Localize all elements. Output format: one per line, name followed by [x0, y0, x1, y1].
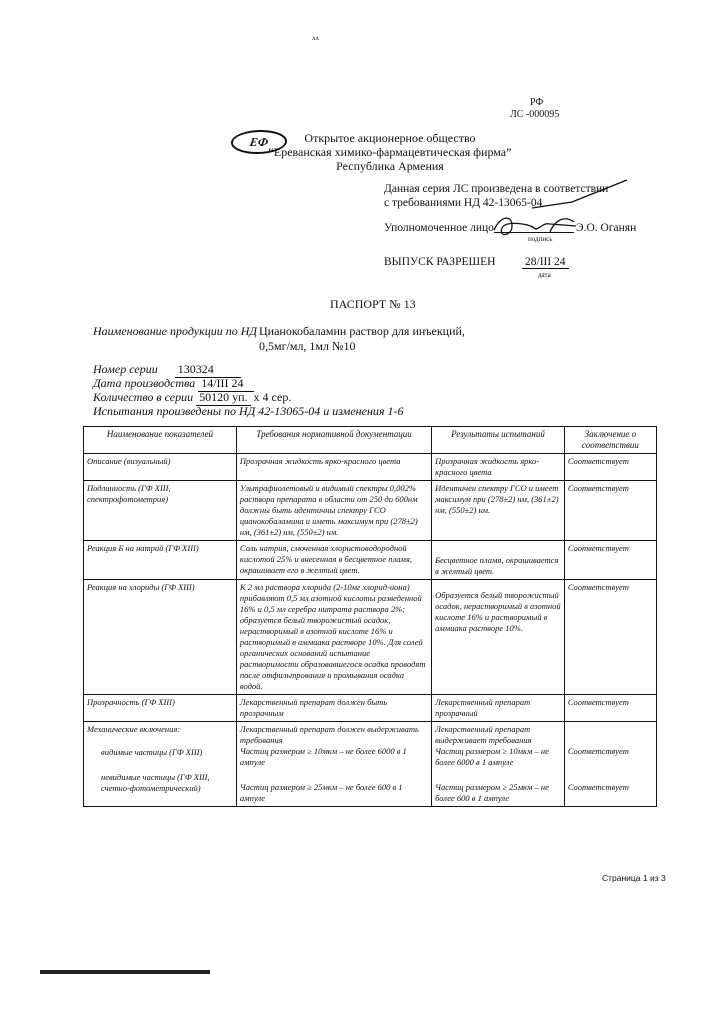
signature-caption: подпись [528, 235, 553, 243]
produced-line-1: Данная серия ЛС произведена в соответствии [384, 183, 609, 195]
row-conclusion: Соответствует [564, 580, 656, 695]
mech-requirement-cell [236, 722, 431, 807]
tests-line: Испытания произведены по НД 42-13065-04 и изменения 1-6 [93, 404, 404, 418]
mech-result: Лекарственный препарат выдерживает требования [435, 724, 532, 745]
release-label: ВЫПУСК РАЗРЕШЕН [384, 256, 496, 268]
row-name: Подлинность (ГФ XIII, спектрофотометрия) [84, 481, 237, 541]
mech-name: Механические включения: [87, 724, 181, 734]
row-name: Описание (визуальный) [84, 454, 237, 481]
series-value: 130324 [175, 362, 241, 378]
invisible-particles-name: невидимые частицы (ГФ XIII, счетно-фотометрический) [101, 772, 210, 793]
row-conclusion: Соответствует [564, 541, 656, 580]
top-mark: ᴧᴧ [312, 34, 319, 42]
passport-title: ПАСПОРТ № 13 [330, 297, 416, 311]
scan-artifact-bar [40, 970, 210, 974]
quantity-value: 50120 уп. [196, 390, 250, 406]
header-name: Наименование показателей [84, 427, 237, 454]
table-row [84, 454, 657, 481]
rf-label: РФ [530, 97, 544, 108]
visible-particles-name: видимые частицы (ГФ XIII) [101, 747, 203, 757]
production-date-label: Дата производства [93, 376, 196, 390]
date-caption: дата [538, 271, 551, 279]
row-requirement: Соль натрия, смоченная хлористоводородной кислотой 25% и внесенная в бесцветное пламя, окрашивает его в желтый цвет. [236, 541, 431, 580]
row-requirement: Ультрафиолетовый и видимый спектры 0,002% раствора препарата в области от 250 до 600нм должны быть идентичны спектру ГСО цианокобаламина и иметь максимум при (278±2) нм, (361±2) нм, (550±2) нм. [236, 481, 431, 541]
row-name: Прозрачность (ГФ XIII) [84, 695, 237, 722]
mech-conclusion-cell [564, 722, 656, 807]
visible-particles-conclusion: Соответствует [567, 746, 629, 756]
authorized-label: Уполномоченное лицо [384, 222, 494, 234]
row-conclusion: Соответствует [564, 454, 656, 481]
quantity-suffix: х 4 сер. [253, 390, 292, 404]
row-requirement: Лекарственный препарат должен быть прозрачным [236, 695, 431, 722]
table-row [84, 481, 657, 541]
row-requirement: Прозрачная жидкость ярко-красного цвета [236, 454, 431, 481]
ls-number: ЛС -000095 [510, 109, 560, 120]
company-logo: ЕФ [229, 130, 289, 154]
table-row-mechanical [84, 722, 657, 807]
table-row [84, 541, 657, 580]
mech-result-cell [432, 722, 565, 807]
product-label: Наименование продукции по НД [93, 324, 258, 338]
quantity-label: Количество в серии [93, 390, 194, 404]
invisible-particles-conclusion: Соответствует [567, 782, 629, 792]
authorized-name: Э.О. Оганян [576, 222, 637, 234]
mech-name-cell [84, 722, 237, 807]
organization-block [260, 131, 520, 173]
row-conclusion: Соответствует [564, 695, 656, 722]
visible-particles-requirement: Частиц размером ≥ 10мкм – не более 6000 в 1 ампуле [239, 746, 407, 767]
mech-requirement: Лекарственный препарат должен выдерживать требования [239, 724, 419, 745]
release-date: 28/III 24 [522, 256, 569, 269]
header-requirement: Требования нормативной документации [236, 427, 431, 454]
production-date-value: 14/III 24 [198, 376, 254, 392]
table-row [84, 695, 657, 722]
org-line-3: Республика Армения [336, 159, 444, 173]
product-name-line-1: Цианокобаламин раствор для инъекций, [259, 324, 465, 338]
series-label: Номер серии [93, 362, 158, 376]
table-header-row [84, 427, 657, 454]
row-result: Лекарственный препарат прозрачный [432, 695, 565, 722]
table-row [84, 580, 657, 695]
org-line-2: “Ереванская химико-фармацевтическая фирма” [268, 145, 512, 159]
row-result: Идентичен спектру ГСО и имеет максимум при (278±2) нм, (361±2) нм, (550±2) нм. [432, 481, 565, 541]
row-result: Образуется белый творожистый осадок, нерастворимый в азотной кислоте 16% и растворимый в аммиака растворе 10%. [432, 580, 565, 695]
org-line-1: Открытое акционерное общество [304, 131, 476, 145]
product-name-line-2: 0,5мг/мл, 1мл №10 [259, 339, 356, 353]
row-name: Реакция на хлориды (ГФ XIII) [84, 580, 237, 695]
row-name: Реакция Б на натрий (ГФ XIII) [84, 541, 237, 580]
page-number: Страница 1 из 3 [602, 873, 666, 883]
invisible-particles-requirement: Частиц размером ≥ 25мкм – не более 600 в 1 ампуле [239, 782, 403, 803]
row-requirement: К 2 мл раствора хлорида (2-10мг хлорид-иона) прибавляют 0,5 мл азотной кислоты разведенной 16% и 0,5 мл серебра нитрата раствора 2%; образуется белый творожистый осадок, нерастворимый в азотной кислоте 16% и растворимый в аммиака растворе 10%. Для солей органических оснований испытание растворимости образовавшегося осадка проводят после отфильтрования и промывания осадка водой. [236, 580, 431, 695]
row-result: Прозрачная жидкость ярко-красного цвета [432, 454, 565, 481]
row-result: Бесцветное пламя, окрашивается в желтый цвет. [432, 541, 565, 580]
results-table [83, 426, 657, 807]
invisible-particles-result: Частиц размером ≥ 25мкм – не более 600 в 1 ампуле [435, 782, 549, 803]
produced-line-2: с требованиями НД 42-13065-04 [384, 197, 543, 209]
header-result: Результаты испытаний [432, 427, 565, 454]
header-conclusion: Заключение о соответствии [564, 427, 656, 454]
row-conclusion: Соответствует [564, 481, 656, 541]
visible-particles-result: Частиц размером ≥ 10мкм – не более 6000 в 1 ампуле [435, 746, 549, 767]
